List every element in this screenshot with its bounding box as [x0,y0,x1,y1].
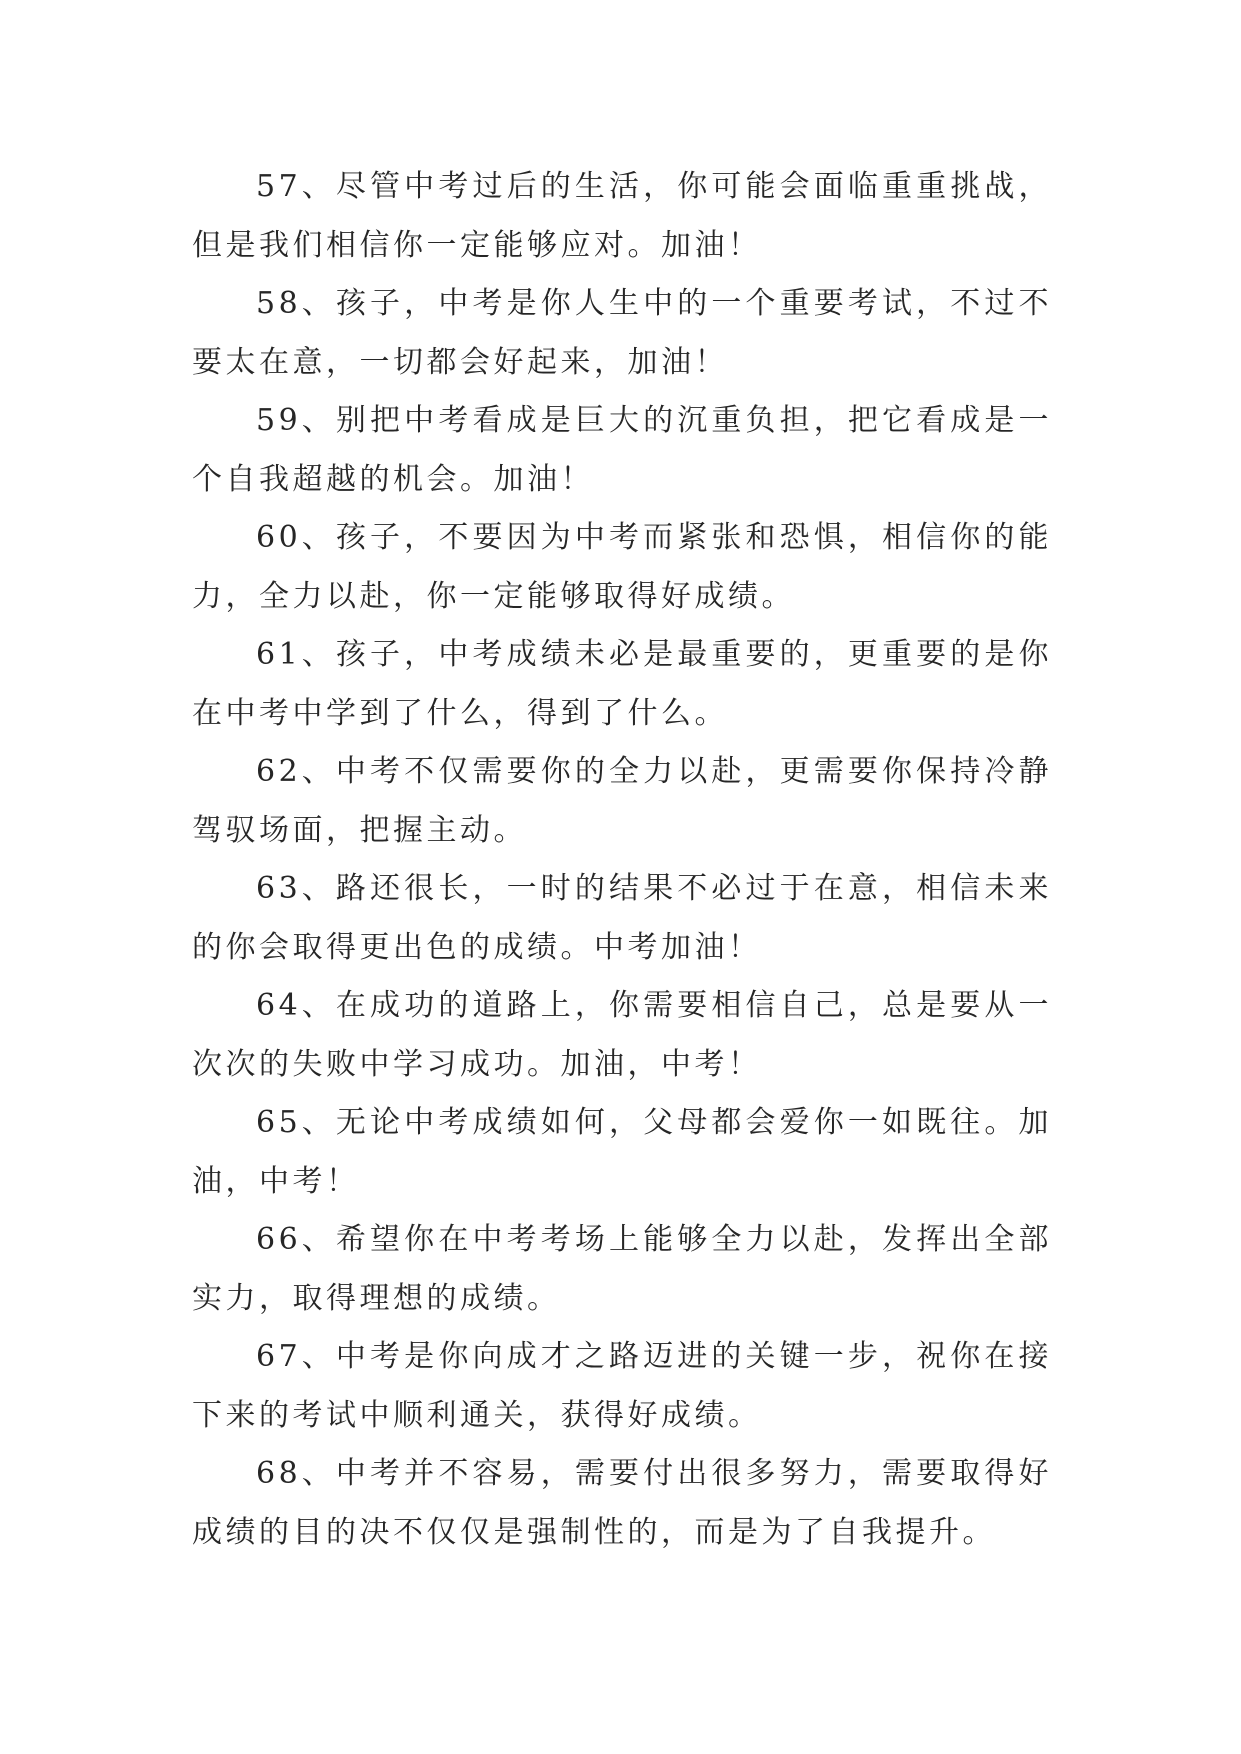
paragraph-60: 60、孩子，不要因为中考而紧张和恐惧，相信你的能力，全力以赴，你一定能够取得好成绩。 [192,520,1052,614]
paragraph-66: 66、希望你在中考考场上能够全力以赴，发挥出全部实力，取得理想的成绩。 [192,1222,1052,1316]
document-body [192,158,1052,1562]
paragraph-65: 65、无论中考成绩如何，父母都会爱你一如既往。加油，中考！ [192,1105,1052,1199]
paragraph-64: 64、在成功的道路上，你需要相信自己，总是要从一次次的失败中学习成功。加油，中考！ [192,988,1052,1082]
paragraph-62: 62、中考不仅需要你的全力以赴，更需要你保持冷静驾驭场面，把握主动。 [192,754,1052,848]
paragraph-67: 67、中考是你向成才之路迈进的关键一步，祝你在接下来的考试中顺利通关，获得好成绩。 [192,1339,1052,1433]
paragraph-57: 57、尽管中考过后的生活，你可能会面临重重挑战，但是我们相信你一定能够应对。加油！ [192,169,1052,263]
paragraph-61: 61、孩子，中考成绩未必是最重要的，更重要的是你在中考中学到了什么，得到了什么。 [192,637,1052,731]
paragraph-68: 68、中考并不容易，需要付出很多努力，需要取得好成绩的目的决不仅仅是强制性的，而是为了自我提升。 [192,1456,1052,1550]
paragraph-58: 58、孩子，中考是你人生中的一个重要考试，不过不要太在意，一切都会好起来，加油！ [192,286,1052,380]
paragraph-63: 63、路还很长，一时的结果不必过于在意，相信未来的你会取得更出色的成绩。中考加油！ [192,871,1052,965]
paragraph-59: 59、别把中考看成是巨大的沉重负担，把它看成是一个自我超越的机会。加油！ [192,403,1052,497]
